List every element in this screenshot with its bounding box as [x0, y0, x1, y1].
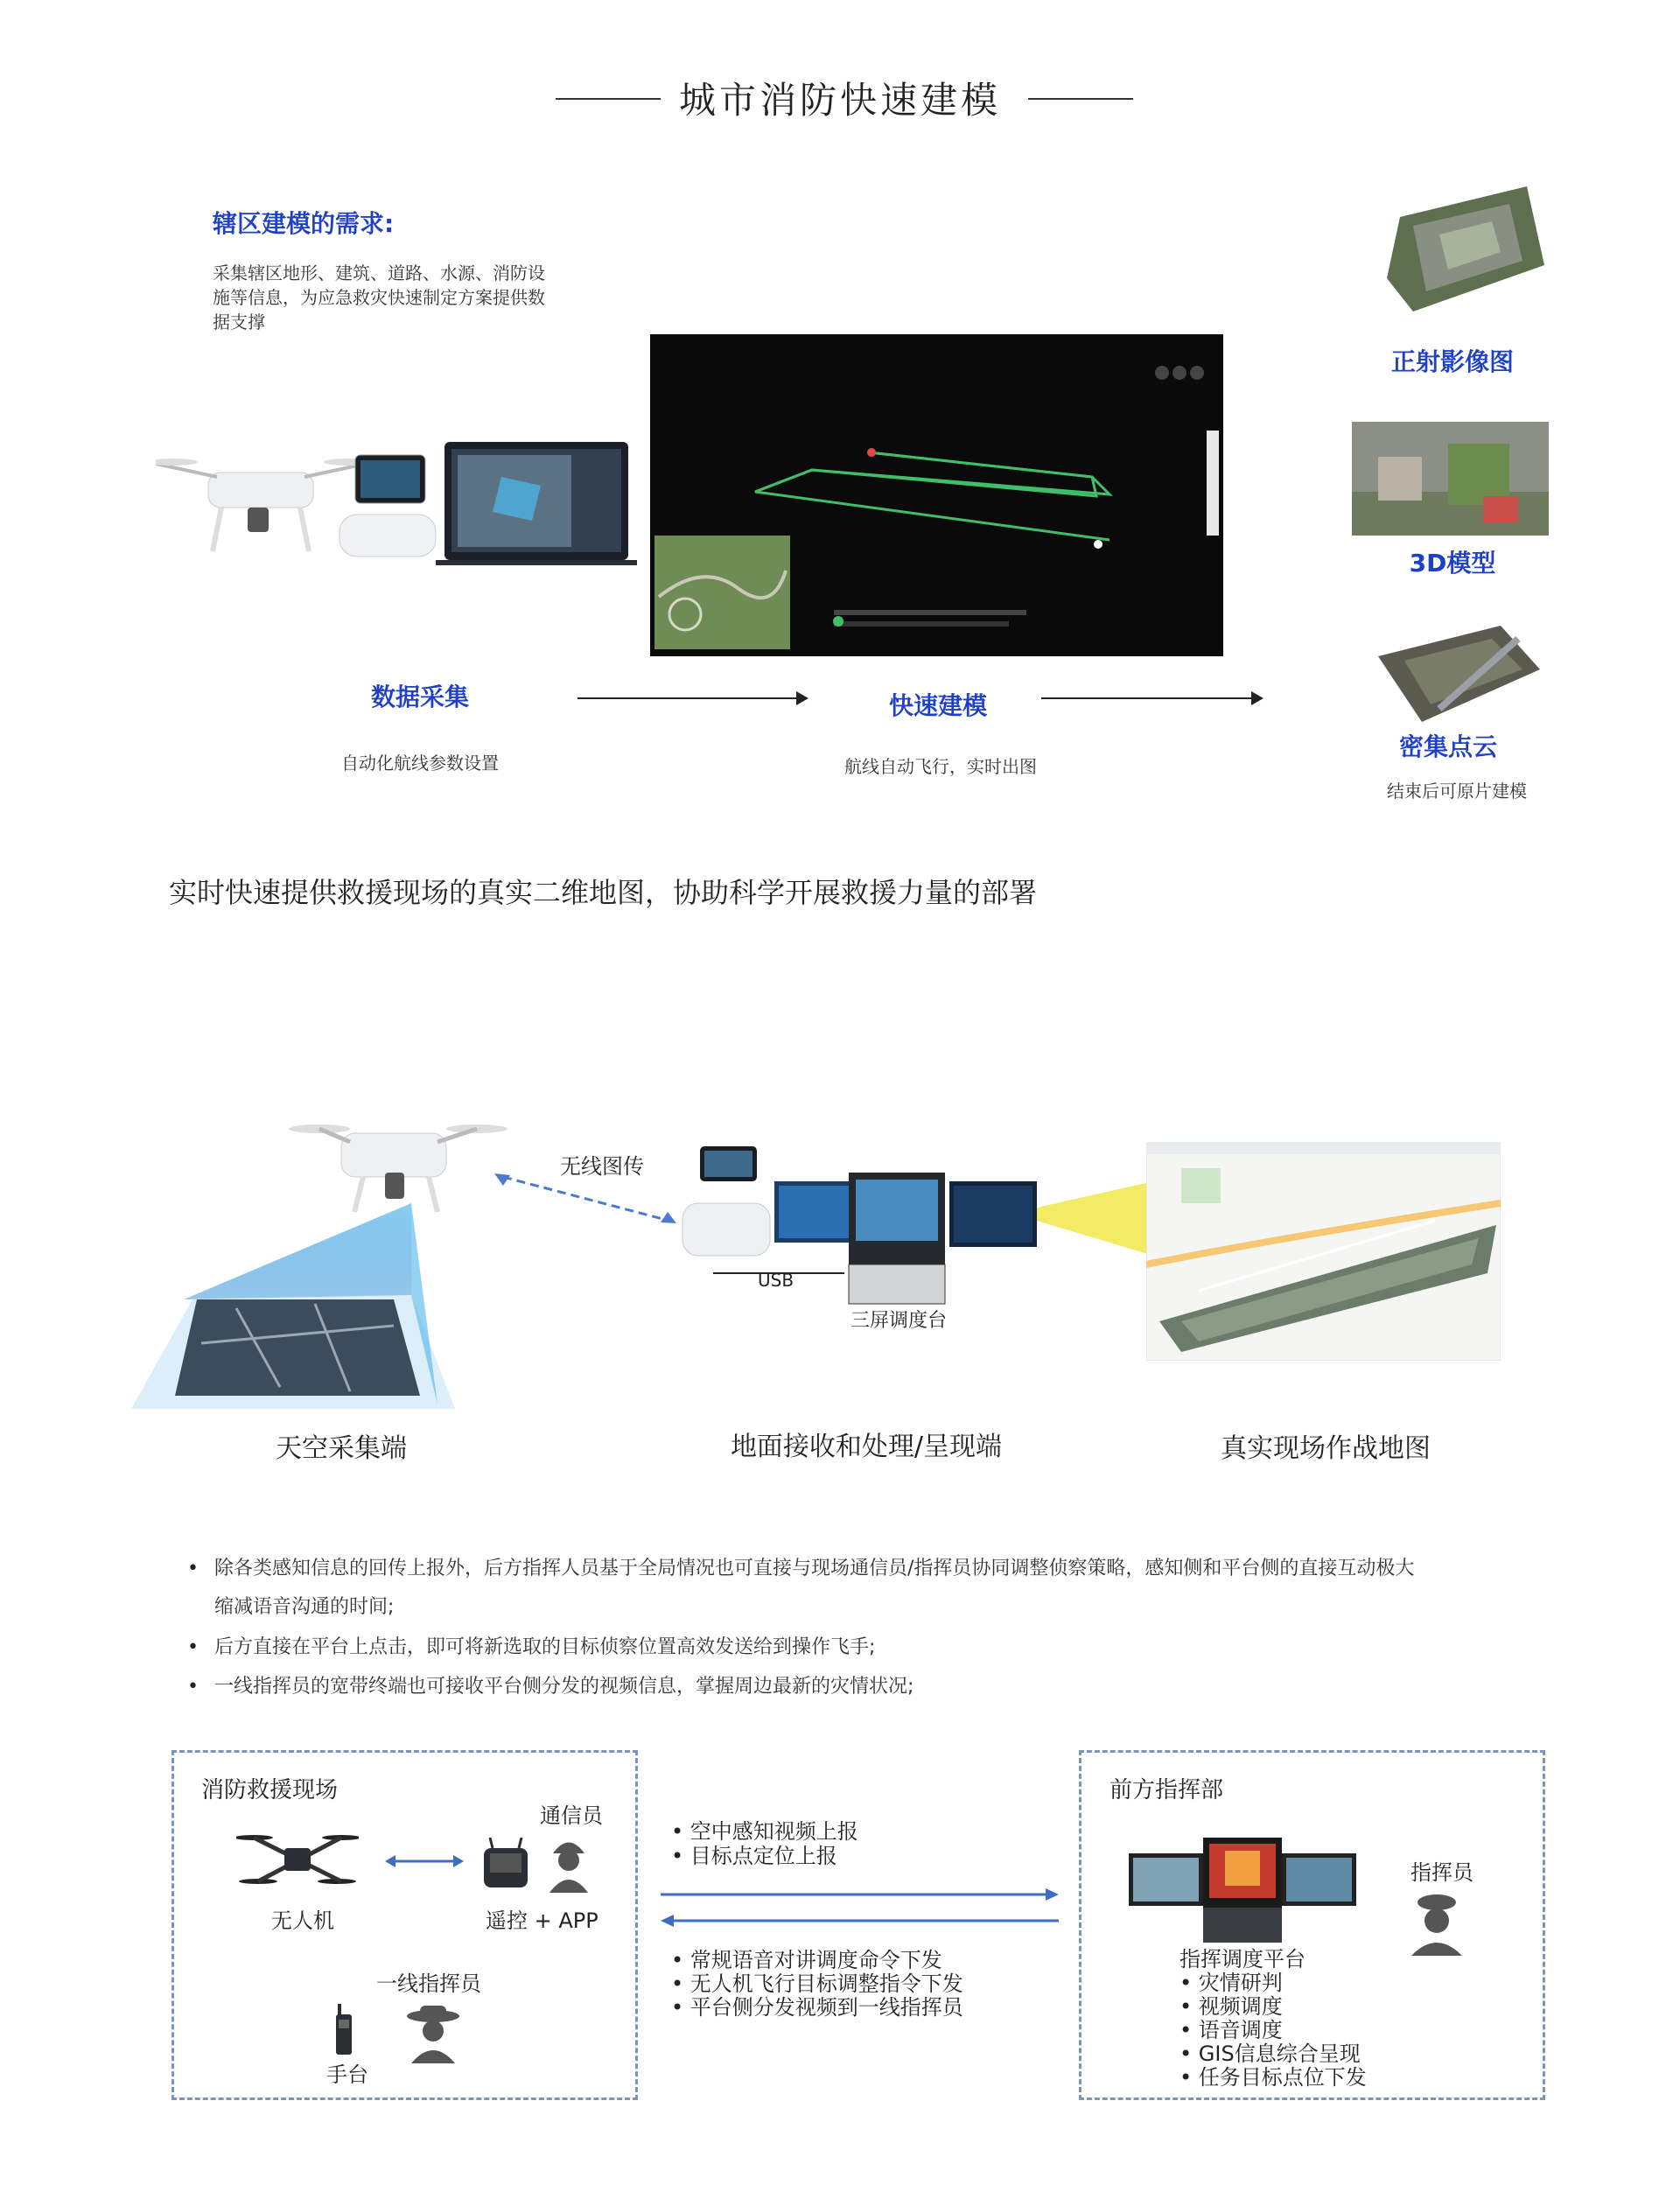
step-collect-desc: 自动化航线参数设置 — [341, 753, 499, 774]
platform-item-1: • 灾情研判 — [1180, 1971, 1283, 1995]
platform-title: 指挥调度平台 — [1180, 1947, 1306, 1971]
handheld-radio-icon — [332, 2004, 354, 2056]
uav-rc-link-arrow — [385, 1852, 464, 1870]
arrow-model-to-output — [1041, 697, 1260, 699]
step-model-label: 快速建模 — [888, 691, 987, 720]
platform-item-3: • 语音调度 — [1180, 2018, 1283, 2042]
ground-station-graphic — [678, 1142, 1059, 1326]
sky-capture-graphic — [131, 1081, 551, 1413]
need-title: 辖区建模的需求: — [213, 209, 395, 238]
front-commander-label: 一线指挥员 — [376, 1971, 481, 1996]
ortho-label: 正射影像图 — [1390, 347, 1514, 376]
bullet-item-2: 后方直接在平台上点击，即可将新选取的目标侦察位置高效发送给到操作飞手; — [214, 1636, 876, 1658]
director-icon — [1404, 1890, 1470, 1956]
bullet-item-1-cont: 缩减语音沟通的时间; — [214, 1596, 395, 1618]
point-cloud-desc: 结束后可原片建模 — [1387, 781, 1527, 802]
platform-item-2: • 视频调度 — [1180, 1994, 1283, 2019]
uav-label: 无人机 — [271, 1908, 334, 1933]
comm-officer-label: 通信员 — [540, 1803, 603, 1828]
uplink-arrow — [661, 1886, 1059, 1903]
downlink-item-1: • 常规语音对讲调度命令下发 — [671, 1948, 942, 1972]
remote-controller-icon — [480, 1838, 532, 1890]
downlink-arrow — [661, 1912, 1059, 1929]
bullet-dot: • — [187, 1558, 199, 1579]
ortho-image — [1378, 182, 1549, 312]
need-text-1: 采集辖区地形、建筑、道路、水源、消防设 — [213, 263, 545, 284]
uav-icon — [236, 1829, 359, 1890]
bullet-dot: • — [187, 1636, 199, 1658]
col-sky-label: 天空采集端 — [276, 1433, 407, 1464]
flight-route-screen — [650, 334, 1223, 656]
need-text-2: 施等信息，为应急救灾快速制定方案提供数 — [213, 287, 545, 308]
modeling-summary: 实时快速提供救援现场的真实二维地图，协助科学开展救援力量的部署 — [169, 876, 1038, 909]
console-label: 三屏调度台 — [850, 1310, 948, 1332]
downlink-item-2: • 无人机飞行目标调整指令下发 — [671, 1971, 963, 1996]
need-text-3: 据支撑 — [213, 312, 265, 333]
command-post-title: 前方指挥部 — [1110, 1777, 1224, 1803]
title-line-right — [1028, 98, 1133, 100]
col-ground-label: 地面接收和处理/呈现端 — [730, 1432, 1003, 1462]
step-model-desc: 航线自动飞行，实时出图 — [844, 756, 1037, 777]
comm-officer-icon — [542, 1831, 595, 1893]
model-3d-label: 3D模型 — [1409, 549, 1496, 578]
step-collect-label: 数据采集 — [370, 683, 469, 711]
point-cloud-image — [1369, 621, 1544, 722]
front-commander-icon — [402, 2002, 464, 2063]
platform-item-5: • 任务目标点位下发 — [1180, 2065, 1367, 2090]
uplink-item-2: • 目标点定位上报 — [671, 1844, 837, 1868]
radio-label: 手台 — [326, 2062, 368, 2087]
rc-app-label: 遥控 + APP — [486, 1908, 598, 1933]
bullet-dot: • — [187, 1676, 199, 1698]
downlink-item-3: • 平台侧分发视频到一线指挥员 — [671, 1995, 963, 2020]
model-3d-image — [1352, 422, 1549, 536]
col-map-label: 真实现场作战地图 — [1221, 1433, 1431, 1464]
uplink-item-1: • 空中感知视频上报 — [671, 1819, 858, 1844]
point-cloud-label: 密集点云 — [1398, 732, 1497, 761]
wireless-label: 无线图传 — [560, 1154, 644, 1179]
usb-label: USB — [758, 1270, 794, 1291]
bullet-item-3: 一线指挥员的宽带终端也可接收平台侧分发的视频信息，掌握周边最新的灾情状况; — [214, 1676, 914, 1698]
arrow-collect-to-model — [578, 697, 805, 699]
battle-map-image — [1146, 1142, 1501, 1361]
dispatch-console-image — [1129, 1838, 1356, 1947]
director-label: 指挥员 — [1410, 1860, 1474, 1885]
page-title: 城市消防快速建模 — [678, 79, 1001, 122]
drone-kit-image — [156, 438, 637, 569]
platform-item-4: • GIS信息综合呈现 — [1180, 2041, 1361, 2066]
rescue-site-title: 消防救援现场 — [201, 1777, 339, 1803]
bullet-item-1: 除各类感知信息的回传上报外，后方指挥人员基于全局情况也可直接与现场通信员/指挥员协同调整侦察策略，感知侧和平台侧的直接互动极大 — [214, 1558, 1415, 1579]
